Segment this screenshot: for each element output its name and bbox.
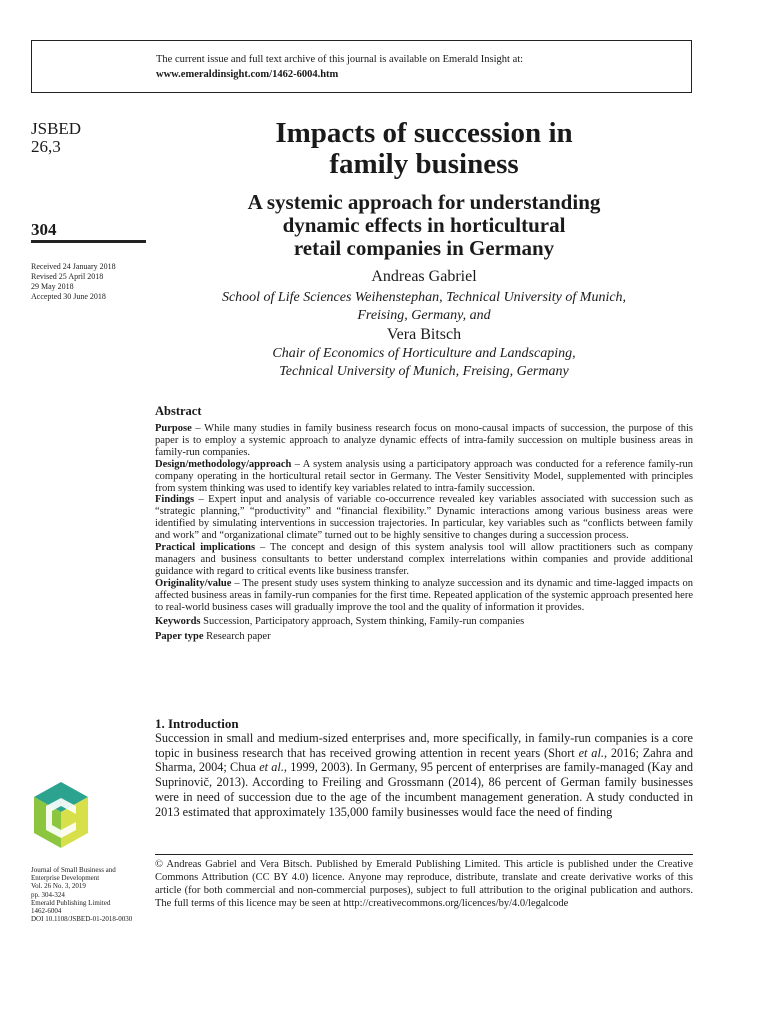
- abstract-paper-type: [155, 631, 693, 643]
- subtitle-line: retail companies in Germany: [293, 236, 555, 260]
- subtitle-line: dynamic effects in horticultural: [282, 213, 566, 237]
- section-label: Practical implications: [155, 542, 256, 554]
- section-text: – Expert input and analysis of variable co-occurrence revealed key variables associated with succession such as “strategic planning,” “productivity” and “financial flexibility.” Dynamic interactions among various business areas were identified by simulating interventions in succession trajectories. In particular, key variables such as “conflicts between family and work” and “organizational climate” turned out to be highly sensitive to changes during a succession process.: [155, 494, 693, 542]
- introduction-heading: 1. Introduction: [155, 716, 239, 731]
- date-line: Accepted 30 June 2018: [31, 292, 106, 301]
- journal-volume: [31, 120, 81, 156]
- intro-text: , 1999, 2003). In Germany, 95 percent of enterprises are family-managed (Kay and Suprinovič, 2013). According to Freiling and Grossmann (2014), 86 percent of German family businesses were in need of succession due to the age of the incumbent management generation. A study conducted in 2013 estimated that approximately 135,000 family businesses would face the need of finding: [155, 760, 693, 819]
- author-name: Vera Bitsch: [386, 326, 462, 343]
- section-text: Research paper: [203, 631, 271, 643]
- citation-line: DOI 10.1108/JSBED-01-2018-0030: [31, 915, 133, 924]
- section-label: Purpose: [155, 423, 192, 434]
- introduction-body: [155, 731, 693, 819]
- intro-italic: et al.: [578, 745, 604, 760]
- intro-italic: et al.: [259, 760, 284, 775]
- abstract-findings: [155, 494, 693, 542]
- citation-line: Journal of Small Business and: [31, 866, 116, 874]
- date-line: Revised 25 April 2018: [31, 272, 104, 281]
- availability-text: The current issue and full text archive of this journal is available on Emerald Insight at:: [156, 54, 524, 65]
- license-notice: © Andreas Gabriel and Vera Bitsch. Published by Emerald Publishing Limited. This article is published under the Creative Commons Attribution (CC BY 4.0) licence. Anyone may reproduce, distribute, translate and create derivative works of this article (for both commercial and non-commercial purposes), subject to full attribution to the original publication and authors. The full terms of this licence may be seen at http://creativecommons.org/licences/by/4.0/legalcode: [155, 859, 693, 909]
- abstract-purpose: [155, 423, 693, 459]
- abstract-keywords: [155, 616, 693, 628]
- author-affiliation: [155, 289, 693, 325]
- received-dates: [31, 262, 116, 302]
- intro-text: , 2016; Zahra and Sharma, 2004; Chua: [155, 745, 694, 775]
- abstract-originality: [155, 578, 693, 614]
- affiliation-line: Chair of Economics of Horticulture and Landscaping,: [272, 346, 576, 361]
- article-subtitle: [155, 191, 693, 260]
- abstract-design: [155, 459, 693, 495]
- author-name: Andreas Gabriel: [371, 268, 477, 285]
- title-line: Impacts of succession in: [275, 117, 573, 149]
- section-text: Succession, Participatory approach, System thinking, Family-run companies: [200, 615, 525, 627]
- section-label: Originality/value: [155, 577, 232, 589]
- abstract-body: [155, 423, 693, 643]
- section-text: – The present study uses system thinking to analyze succession and its dynamic and time-lagged impacts on affected business areas in family-run companies for the first time. Repeated application of the systemic approach presented here to real-world business cases will gradually improve the tool and the quality of information it provides.: [155, 577, 693, 613]
- affiliation-line: Technical University of Munich, Freising, Germany: [279, 364, 569, 379]
- volume-issue: 26,3: [31, 137, 61, 156]
- citation-line: Vol. 26 No. 3, 2019: [31, 882, 86, 891]
- journal-availability-box: [31, 40, 692, 93]
- date-line: Received 24 January 2018: [31, 262, 116, 271]
- emerald-open-access-logo-icon: [30, 780, 92, 850]
- citation-line: pp. 304-324: [31, 890, 65, 899]
- section-text: – While many studies in family business research focus on mono-causal impacts of succession, the purpose of this paper is to employ a systemic approach to analyze dynamic effects of intra-family succession on multiple business areas in family-run companies.: [155, 423, 693, 458]
- citation-line: 1462-6004: [31, 907, 62, 916]
- intro-text: Succession in small and medium-sized enterprises and, more specifically, in family-run companies is a core topic in business research that has received growing attention in recent years (Short: [155, 731, 693, 760]
- abstract-practical: [155, 542, 693, 578]
- abstract-heading: Abstract: [155, 404, 202, 418]
- section-text: – The concept and design of this system analysis tool will allow practitioners such as company managers and business consultants to better understand complex interrelations within companies and provide additional guidance with regard to critical events like business transfer.: [155, 542, 693, 577]
- section-label: Keywords: [155, 615, 201, 627]
- margin-rule: [31, 240, 146, 243]
- date-line: 29 May 2018: [31, 282, 74, 291]
- page-number: 304: [31, 220, 57, 239]
- affiliation-line: Freising, Germany, and: [357, 308, 491, 323]
- journal-abbrev: JSBED: [31, 119, 82, 138]
- journal-url-link[interactable]: www.emeraldinsight.com/1462-6004.htm: [156, 69, 339, 80]
- title-line: family business: [329, 148, 519, 180]
- citation-line: Enterprise Development: [31, 874, 100, 883]
- citation-info: [31, 866, 146, 923]
- affiliation-line: School of Life Sciences Weihenstephan, Technical University of Munich,: [221, 290, 627, 305]
- section-label: Design/methodology/approach: [155, 458, 292, 470]
- author-affiliation: [155, 345, 693, 381]
- section-label: Paper type: [155, 631, 204, 643]
- section-text: – A system analysis using a participatory approach was conducted for a reference family-run company operating in the horticultural retail sector in Germany. The Vester Sensitivity Model, supplemented with principles from system thinking was used to identify key variables related to intra-family succession.: [155, 458, 693, 494]
- citation-line: Emerald Publishing Limited: [31, 898, 111, 907]
- article-title: [155, 118, 693, 180]
- subtitle-line: A systemic approach for understanding: [247, 190, 601, 214]
- license-rule: [155, 854, 693, 855]
- section-label: Findings: [155, 494, 195, 506]
